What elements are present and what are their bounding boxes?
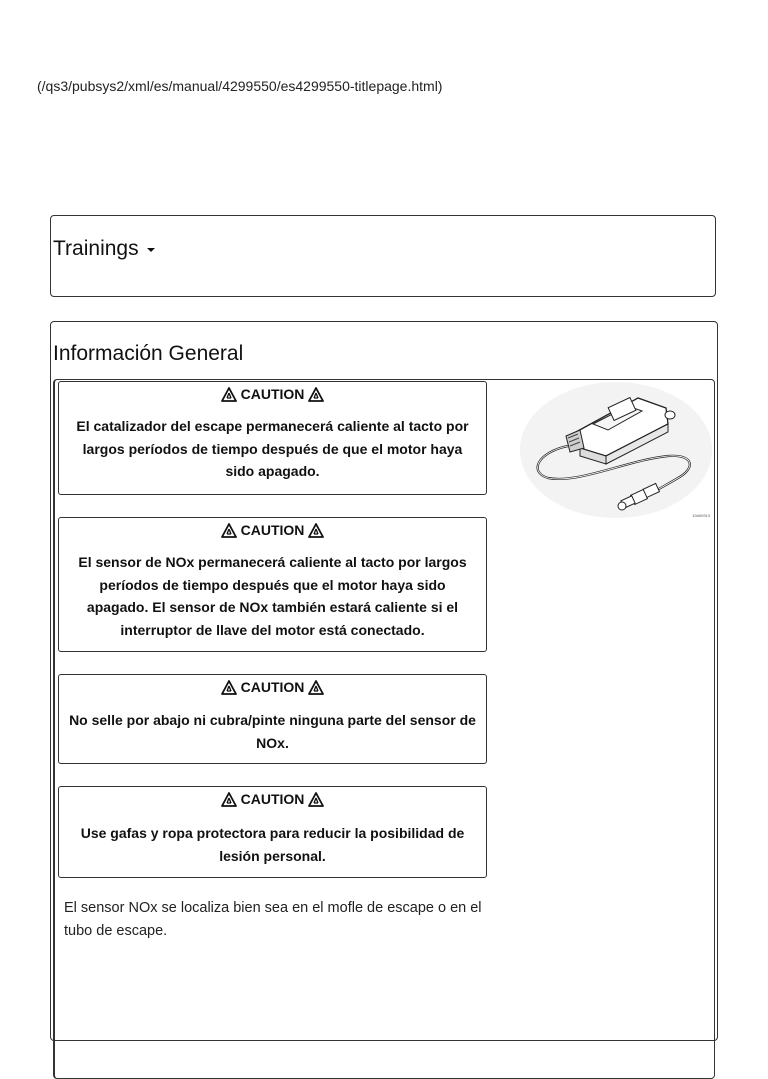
info-panel	[50, 321, 718, 1041]
warning-icon	[308, 523, 324, 538]
figure-code: 19d00913	[692, 513, 710, 518]
caution-text: No selle por abajo ni cubra/pinte ninguna parte del sensor de NOx.	[69, 712, 476, 751]
caution-header	[67, 522, 478, 539]
caution-header	[67, 386, 478, 403]
caution-box	[58, 381, 487, 495]
caution-text: El sensor de NOx permanecerá caliente al tacto por largos períodos de tiempo después que el motor haya sido apagado. El sensor de NOx también estará caliente si el interruptor de llave del motor está conectado.	[78, 554, 467, 638]
caution-label: CAUTION	[240, 791, 305, 807]
section-title: Información General	[53, 342, 244, 365]
caution-box	[58, 517, 487, 652]
warning-icon	[221, 523, 237, 538]
caution-box	[58, 674, 487, 764]
warning-icon	[308, 792, 324, 807]
caution-text: Use gafas y ropa protectora para reducir la posibilidad de lesión personal.	[80, 825, 465, 864]
warning-icon	[221, 387, 237, 402]
caution-label: CAUTION	[240, 522, 305, 538]
trainings-panel	[50, 215, 716, 297]
page-url-text: (/qs3/pubsys2/xml/es/manual/4299550/es4299550-titlepage.html)	[37, 78, 443, 94]
caution-label: CAUTION	[240, 679, 305, 695]
trainings-dropdown[interactable]	[53, 237, 155, 261]
trainings-label: Trainings	[53, 237, 139, 260]
nox-sensor-illustration-icon	[518, 380, 714, 520]
content-frame	[53, 379, 715, 1079]
warning-icon	[221, 792, 237, 807]
warning-icon	[221, 680, 237, 695]
nox-sensor-figure	[518, 380, 714, 520]
warning-icon	[308, 680, 324, 695]
caution-text: El catalizador del escape permanecerá caliente al tacto por largos períodos de tiempo después de que el motor haya sido apagado.	[76, 418, 469, 479]
warning-icon	[308, 387, 324, 402]
caution-header	[67, 791, 478, 808]
caution-label: CAUTION	[240, 386, 305, 402]
caution-box	[58, 786, 487, 878]
caution-header	[67, 679, 478, 696]
body-paragraph: El sensor NOx se localiza bien sea en el mofle de escape o en el tubo de escape.	[64, 900, 482, 939]
caret-down-icon	[147, 248, 155, 252]
